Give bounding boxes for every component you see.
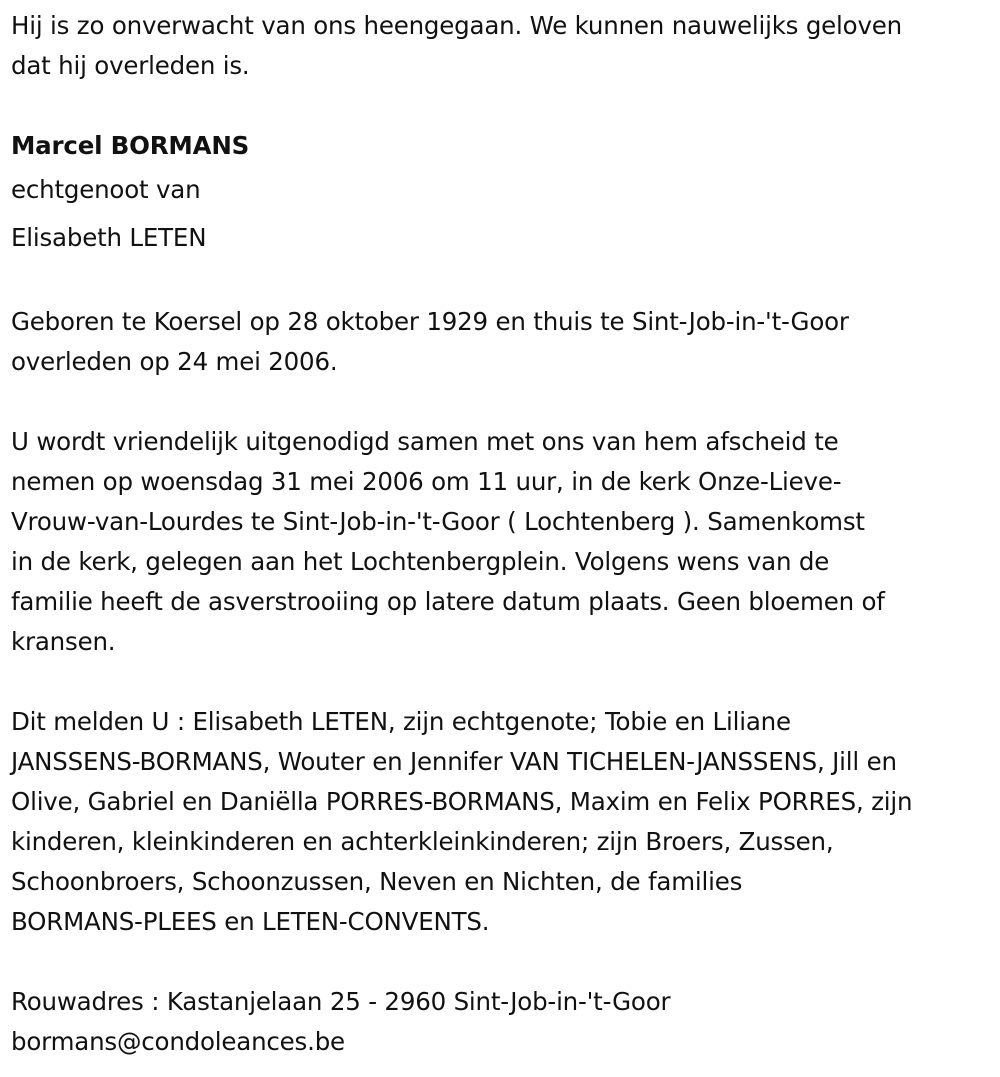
announcement-line: BORMANS-PLEES en LETEN-CONVENTS. <box>11 907 490 936</box>
spacer <box>11 942 996 982</box>
announcement-line: Olive, Gabriel en Daniëlla PORRES-BORMANS, Maxim en Felix PORRES, zijn <box>11 787 913 816</box>
intro-paragraph <box>11 6 996 86</box>
spacer <box>11 262 996 302</box>
birth-death-line: Geboren te Koersel op 28 oktober 1929 en thuis te Sint-Job-in-'t-Goor <box>11 307 849 336</box>
mourning-address: Rouwadres : Kastanjelaan 25 - 2960 Sint-Job-in-'t-Goor <box>11 987 671 1016</box>
announcement-line: kinderen, kleinkinderen en achterkleinkinderen; zijn Broers, Zussen, <box>11 827 834 856</box>
announcement-line: Dit melden U : Elisabeth LETEN, zijn echtgenote; Tobie en Liliane <box>11 707 791 736</box>
spouse-name: Elisabeth LETEN <box>11 223 207 252</box>
intro-line: dat hij overleden is. <box>11 51 250 80</box>
obituary-notice <box>11 6 996 1062</box>
spacer <box>11 86 996 126</box>
spacer <box>11 382 996 422</box>
announcement-line: Schoonbroers, Schoonzussen, Neven en Nichten, de families <box>11 867 743 896</box>
intro-line: Hij is zo onverwacht van ons heengegaan. We kunnen nauwelijks geloven <box>11 11 902 40</box>
deceased-name: Marcel BORMANS <box>11 131 250 160</box>
invitation-line: kransen. <box>11 627 116 656</box>
invitation-line: nemen op woensdag 31 mei 2006 om 11 uur, in de kerk Onze-Lieve- <box>11 467 842 496</box>
announcement-paragraph <box>11 702 996 942</box>
relation-text: echtgenoot van <box>11 175 201 204</box>
invitation-paragraph <box>11 422 996 662</box>
condolence-email: bormans@condoleances.be <box>11 1027 345 1056</box>
invitation-line: in de kerk, gelegen aan het Lochtenbergplein. Volgens wens van de <box>11 547 830 576</box>
spacer <box>11 662 996 702</box>
birth-death-line: overleden op 24 mei 2006. <box>11 347 338 376</box>
contact-block <box>11 982 996 1062</box>
birth-death-paragraph <box>11 302 996 382</box>
invitation-line: U wordt vriendelijk uitgenodigd samen met ons van hem afscheid te <box>11 427 839 456</box>
invitation-line: familie heeft de asverstrooiing op latere datum plaats. Geen bloemen of <box>11 587 885 616</box>
announcement-line: JANSSENS-BORMANS, Wouter en Jennifer VAN TICHELEN-JANSSENS, Jill en <box>11 747 897 776</box>
deceased-block <box>11 126 996 262</box>
invitation-line: Vrouw-van-Lourdes te Sint-Job-in-'t-Goor ( Lochtenberg ). Samenkomst <box>11 507 865 536</box>
